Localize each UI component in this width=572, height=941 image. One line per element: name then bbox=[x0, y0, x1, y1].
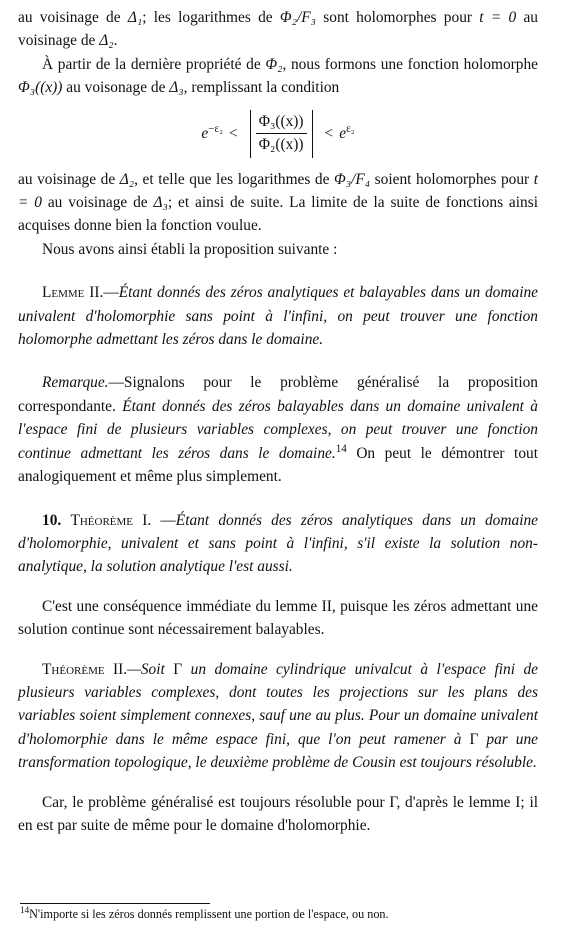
formula-fraction bbox=[256, 113, 307, 154]
math-delta-3: Δ₃ bbox=[169, 79, 184, 97]
formula-left bbox=[201, 122, 224, 143]
lemma-2 bbox=[18, 281, 538, 351]
section-10-theorem-1 bbox=[18, 509, 538, 579]
paragraph-5: C'est une conséquence immédiate du lemme II, puisque les zéros admettant une solution continue sont nécessairement balayables. bbox=[18, 597, 538, 639]
text: ; et ainsi de suite. La limite de la suite de fonctions ainsi acquises donne bien la fonction voulue. bbox=[18, 194, 539, 235]
remark-intro: —Signalons pour le problème généralisé la proposition correspondante. bbox=[18, 374, 538, 415]
math-phi2: Φ₂ bbox=[265, 55, 283, 73]
text: sont holomorphes pour bbox=[315, 9, 480, 26]
theorem-2-text: —Soit bbox=[127, 660, 174, 678]
remark-heading: Remarque. bbox=[42, 374, 109, 392]
math-gamma: Γ bbox=[389, 793, 397, 811]
math-delta-2: Δ₂ bbox=[119, 170, 135, 188]
theorem-1-heading: Théorème I. bbox=[70, 511, 152, 529]
text: soient holomorphes pour bbox=[370, 170, 534, 188]
formula-less-than: < bbox=[324, 124, 334, 142]
formula-numerator: Φ₃((x)) bbox=[256, 113, 307, 134]
formula-right-exponent: ε₂ bbox=[346, 122, 355, 135]
text: au voisinage de bbox=[18, 9, 128, 26]
paragraph-2 bbox=[18, 53, 538, 100]
lemma-heading: Lemme II. bbox=[42, 284, 104, 302]
text: , et telle que les logarithmes de bbox=[134, 170, 335, 188]
text: , d'après le lemme I; il en est par suite de même pour le domaine d'holomorphie. bbox=[18, 793, 539, 834]
lemma-dash: — bbox=[103, 284, 119, 302]
section-number: 10. bbox=[42, 511, 62, 529]
math-gamma: Γ bbox=[469, 730, 479, 748]
paragraph-3 bbox=[18, 168, 538, 238]
formula-left-exponent: −ε₂ bbox=[208, 122, 224, 135]
text: , nous formons une fonction holomorphe bbox=[282, 55, 538, 73]
formula-denominator: Φ₂((x)) bbox=[258, 136, 304, 154]
footnote-marker[interactable]: 14 bbox=[335, 442, 347, 455]
page-body bbox=[18, 6, 538, 837]
lemma-statement: Étant donnés des zéros analytiques et balayables dans un domaine univalent d'holomorphie sans point à l'infini, on peut trouver une fonction holomorphe admettant les zéros dans le domaine. bbox=[18, 284, 538, 349]
footnote-text: N'importe si les zéros donnés remplissent une portion de l'espace, ou non. bbox=[29, 907, 389, 921]
text: au voisonage de bbox=[62, 79, 170, 97]
theorem-2-heading: Théorème II. bbox=[42, 660, 128, 678]
text: au voisinage de bbox=[18, 170, 120, 188]
remark-statement: Étant donnés des zéros balayables dans un domaine univalent à l'espace fini de plusieurs variables complexes, on peut trouver une fonction continue admettant les zéros dans le domaine. bbox=[18, 397, 538, 462]
remark-conclusion: On peut le démontrer tout analogiquement et même plus simplement. bbox=[18, 444, 538, 486]
math-delta-3: Δ₃ bbox=[153, 194, 168, 212]
theorem-1-statement: Étant donnés des zéros analytiques dans un domaine d'holomorphie, univalent et sans point à l'infini, s'il existe la solution non-analytique, la solution analytique l'est aussi. bbox=[18, 511, 538, 576]
text: ; les logarithmes de bbox=[142, 9, 280, 26]
footnote-14 bbox=[20, 906, 540, 922]
text: À partir de la dernière propriété de bbox=[42, 55, 266, 73]
math-gamma: Γ bbox=[173, 660, 183, 678]
paragraph-4: Nous avons ainsi établi la proposition suivante : bbox=[42, 240, 338, 258]
math-phi3-over-f4: Φ₃/F₄ bbox=[334, 170, 371, 188]
theorem-2 bbox=[18, 658, 538, 775]
text: , remplissant la condition bbox=[183, 79, 340, 97]
formula-less-than: < bbox=[229, 124, 238, 142]
formula-e-right: e bbox=[339, 124, 347, 142]
formula-e-left: e bbox=[201, 124, 209, 142]
math-delta-2: Δ₂ bbox=[99, 32, 114, 50]
math-t-eq-0: t = 0 bbox=[18, 170, 538, 212]
paragraph-6 bbox=[18, 791, 538, 838]
text: au voisinage de bbox=[18, 9, 538, 50]
theorem-dash: — bbox=[151, 511, 176, 529]
math-t-eq-0: t = 0 bbox=[479, 9, 517, 26]
footnote-rule bbox=[20, 903, 210, 904]
theorem-2-text: par une transformation topologique, le deuxième problème de Cousin est toujours résoluble. bbox=[18, 730, 538, 772]
text: . bbox=[113, 32, 118, 50]
math-phi2-over-f3: Φ₂/F₃ bbox=[279, 9, 316, 26]
text: Car, le problème généralisé est toujours résoluble pour bbox=[42, 793, 390, 811]
remark bbox=[18, 371, 538, 488]
formula-right bbox=[339, 122, 355, 143]
footnote-number: 14 bbox=[20, 904, 30, 915]
math-delta-1: Δ₁ bbox=[127, 9, 143, 26]
paragraph-1 bbox=[18, 6, 538, 53]
theorem-2-text: un domaine cylindrique univalcut à l'espace fini de plusieurs variables complexes, dont toutes les projections sur les plans des variables soient simplement connexes, sauf une au plus. Pour un domaine univalent d'holomorphie dans le même espace fini, que l'on peut ramener à bbox=[18, 660, 538, 748]
text: au voisinage de bbox=[41, 194, 154, 212]
formula-absolute-value bbox=[250, 110, 313, 158]
math-phi3-x: Φ₃((x)) bbox=[18, 79, 63, 97]
display-formula bbox=[18, 100, 538, 168]
